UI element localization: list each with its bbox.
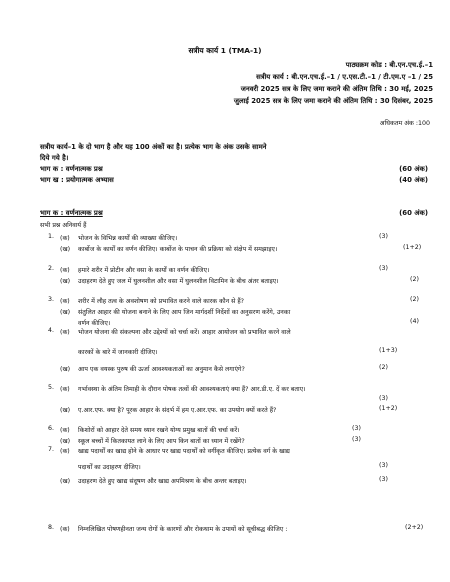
question-marks: (1+2) — [379, 405, 398, 412]
question-sub-label: (क) — [60, 427, 70, 434]
deadline-july: जुलाई 2025 सत्र के लिए जमा कराने की अंतिम तिथि : 30 दिसंबर, 2025 — [233, 97, 433, 105]
question-text: वर्णन कीजिए। — [78, 320, 111, 327]
section-marks: (60 अंक) — [399, 209, 428, 217]
max-marks: अधिकतम अंक :100 — [379, 120, 430, 127]
question-marks: (2+2) — [405, 524, 424, 531]
part-a-label: भाग क : वर्णनात्मक प्रश्न — [40, 165, 103, 173]
question-sub-label: (ख) — [60, 278, 71, 285]
part-b-label: भाग ख : प्रयोगात्मक अभ्यास — [40, 176, 114, 184]
question-sub-label: (क) — [60, 298, 70, 305]
question-marks: (4) — [410, 318, 419, 325]
question-sub-label: (क) — [60, 386, 70, 393]
assignment-code: सत्रीय कार्य : बी.एन.एच.ई.–1 / ए.एस.टी.–1 / टी.एम.ए –1 / 25 — [256, 73, 433, 81]
section-heading: भाग क : वर्णनात्मक प्रश्न — [40, 209, 103, 217]
question-text: स्कूल बच्चों में कितकायत लाने के लिए आप किन बातों का ध्यान में रखेंगे? — [78, 438, 245, 445]
question-number: 4. — [48, 327, 55, 334]
question-marks: (3) — [352, 425, 361, 432]
question-sub-label: (ख) — [60, 478, 71, 485]
question-marks: (3) — [379, 233, 388, 240]
question-text: हमारे शरीर में प्रोटीन और वसा के कार्यों का वर्णन कीजिए। — [78, 267, 210, 274]
question-marks: (3) — [379, 476, 388, 483]
question-text: भोजन योजना की संकल्पना और उद्देश्यों को चर्चा करें। आहार आयोजन को प्रभावित करने वाले — [78, 329, 291, 336]
question-text: आप एक वयस्क पुरुष की ऊर्जा आवश्यकताओं का अनुमान कैसे लगाएंगे? — [78, 366, 245, 373]
page-title: सत्रीय कार्य 1 (TMA-1) — [188, 46, 262, 55]
question-text: संतुलित आहार की योजना बनाने के लिए आप जिन मार्गदर्शी निर्देशों का अनुसरण करेंगे, उनका — [78, 309, 291, 316]
question-text: ए.आर.एफ. क्या है? पूरक आहार के संदर्भ में हम ए.आर.एफ. का उपयोग क्यों करते हैं? — [78, 407, 277, 414]
question-text: पदार्थों का उदाहरण दीजिए। — [78, 464, 141, 471]
question-marks: (2) — [410, 296, 419, 303]
question-sub-label: (ख) — [60, 366, 71, 373]
section-instruction: सभी प्रश्न अनिवार्य हैं — [40, 222, 87, 229]
question-marks: (3) — [379, 265, 388, 272]
question-number: 2. — [48, 265, 55, 272]
deadline-january: जनवरी 2025 सत्र के लिए जमा कराने की अंतिम तिथि : 30 मई, 2025 — [240, 85, 433, 93]
question-number: 1. — [48, 233, 55, 240]
question-marks: (1+2) — [403, 244, 422, 251]
course-code: पाठ्यक्रम कोड : बी.एन.एच.ई.–1 — [345, 61, 433, 69]
question-sub-label: (ख) — [60, 438, 71, 445]
question-number: 5. — [48, 384, 55, 391]
question-marks: (2) — [379, 364, 388, 371]
question-marks: (1+3) — [379, 347, 398, 354]
part-b-marks: (40 अंक) — [399, 176, 428, 184]
question-text: किशोरों को आहार देते समय ध्यान रखने योग्य प्रमुख बातों की चर्चा करें। — [78, 427, 240, 434]
question-number: 8. — [48, 524, 55, 531]
intro-line-1: सत्रीय कार्य–1 के दो भाग है और यह 100 अंकों का है। प्रत्येक भाग के अंक उसके सामने — [40, 143, 267, 151]
question-number: 7. — [48, 446, 55, 453]
question-sub-label: (क) — [60, 526, 70, 533]
question-marks: (2) — [410, 276, 419, 283]
question-number: 3. — [48, 296, 55, 303]
question-text: उदाहरण देते हुए जल में घुलनशील और वसा में घुलनशील विटामिन के बीच अंतर बताइए। — [78, 278, 279, 285]
question-number: 6. — [48, 425, 55, 432]
question-sub-label: (ख) — [60, 246, 71, 253]
question-text: खाद्य पदार्थों का खाद्य होने के आधार पर खाद्य पदार्थों को वर्गीकृत कीजिए। प्रत्येक वर्ग के खाद्य — [78, 448, 290, 455]
question-marks: (3) — [379, 462, 388, 469]
question-sub-label: (क) — [60, 329, 70, 336]
intro-line-2: दिये गये है। — [40, 154, 69, 162]
question-sub-label: (क) — [60, 448, 70, 455]
question-marks: (3) — [352, 436, 361, 443]
question-sub-label: (क) — [60, 235, 70, 242]
question-text: भोजन के विभिन्न कार्यों की व्याख्या कीजिए। — [78, 235, 178, 242]
question-sub-label: (क) — [60, 267, 70, 274]
question-text: निम्नलिखित पोषणहीनता जन्य रोगों के कारणों और रोकथाम के उपायों को सूचीबद्ध कीजिए : — [78, 526, 288, 533]
question-text: कार्बोज के कार्यों का वर्णन कीजिए। कार्बोज के पाचन की प्रक्रिया को संक्षेप में समझाइए। — [78, 246, 278, 253]
question-text: शरीर में लौह तत्व के अवशोषण को प्रभावित करने वाले कारक कौन से हैं? — [78, 298, 245, 305]
question-text: कारकों के बारे में जानकारी दीजिए। — [78, 349, 158, 356]
question-marks: (3) — [379, 395, 388, 402]
question-text: उदाहरण देते हुए खाद्य संदूषण और खाद्य अपमिश्रण के बीच अन्तर बताइए। — [78, 478, 247, 485]
part-a-marks: (60 अंक) — [399, 165, 428, 173]
question-text: गर्भावस्था के अंतिम तिमाही के दौरान पोषक तत्वों की आवश्यकताएं क्या हैं? आर.डी.ए. दें कर बताए। — [78, 386, 306, 393]
question-sub-label: (ख) — [60, 309, 71, 316]
question-sub-label: (ख) — [60, 407, 71, 414]
